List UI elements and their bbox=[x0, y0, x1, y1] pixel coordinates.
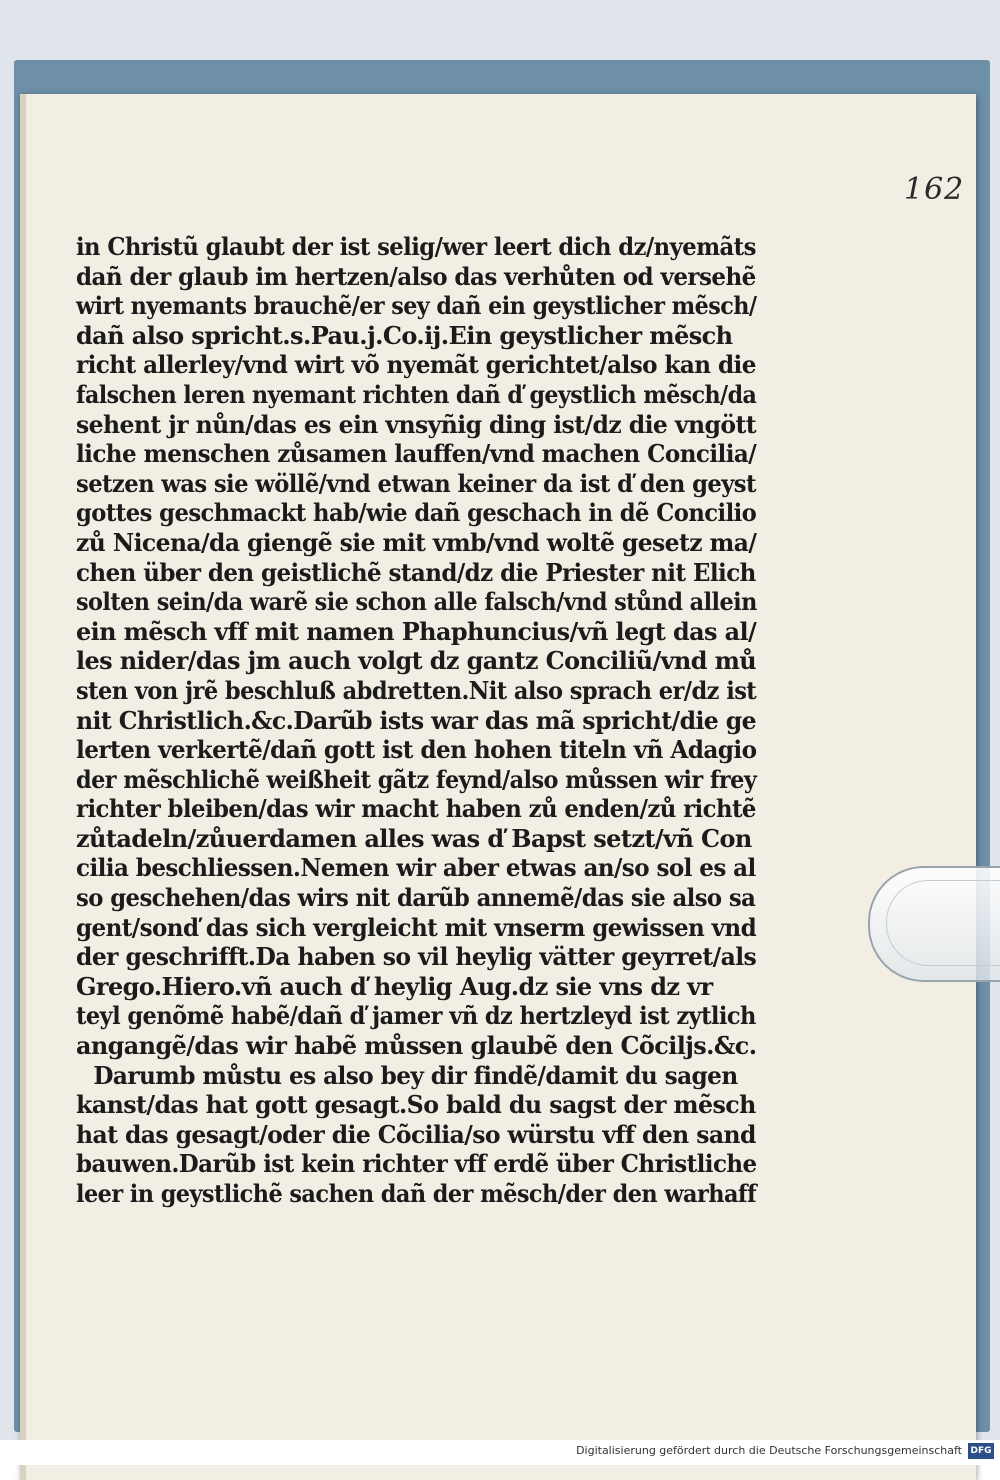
text-line: sten von jrẽ beschluß abdretten.Nit also sprach er/dz ist bbox=[76, 675, 757, 705]
text-line: in Christũ glaubt der ist selig/wer leert dich dz/nyemãts bbox=[76, 232, 756, 261]
backing-board bbox=[14, 60, 990, 1432]
text-line: dañ der glaub im hertzen/also das verhůten od versehẽ bbox=[76, 261, 756, 291]
text-line: les nider/das jm auch volgt dz gantz Conciliũ/vnd mů bbox=[76, 646, 757, 676]
text-line: angangẽ/das wir habẽ můssen glaubẽ den Cõciljs.&c. bbox=[76, 1031, 757, 1061]
text-line: bauwen.Darũb ist kein richter vff erdẽ über Christliche bbox=[76, 1149, 757, 1179]
text-line: richter bleiben/das wir macht haben zů enden/zů richtẽ bbox=[76, 794, 756, 824]
text-line: richt allerley/vnd wirt võ nyemãt gerichtet/also kan die bbox=[76, 350, 756, 380]
text-line: teyl genõmẽ habẽ/dañ ď jamer vñ dz hertzleyd ist zytlich bbox=[76, 1001, 756, 1031]
text-line: lerten verkertẽ/dañ gott ist den hohen titeln vñ Adagio bbox=[76, 735, 757, 765]
text-line: zů Nicena/da giengẽ sie mit vmb/vnd woltẽ gesetz ma/ bbox=[76, 527, 757, 557]
text-line: gottes geschmackt hab/wie dañ geschach in dẽ Concilio bbox=[76, 498, 757, 528]
text-line: solten sein/da warẽ sie schon alle falsch/vnd stůnd allein bbox=[76, 587, 757, 617]
text-line: Grego.Hiero.vñ auch ď heylig Aug.dz sie vns dz vr bbox=[76, 971, 713, 1001]
text-line: liche menschen zůsamen lauffen/vnd machen Concilia/ bbox=[76, 439, 757, 469]
text-line: hat das gesagt/oder die Cõcilia/so würstu vff den sand bbox=[76, 1119, 756, 1149]
text-line: dañ also spricht.s.Pau.j.Co.ij.Ein geystlicher mẽsch bbox=[76, 320, 733, 350]
page-clip bbox=[868, 866, 1000, 982]
text-line: der mẽschlichẽ weißheit gãtz feynd/also můssen wir frey bbox=[76, 764, 757, 794]
footer-bar bbox=[0, 1440, 1000, 1465]
text-line: wirt nyemants brauchẽ/er sey dañ ein geystlicher mẽsch/ bbox=[76, 291, 757, 321]
folio-number: 162 bbox=[904, 172, 965, 207]
text-line: cilia beschliessen.Nemen wir aber etwas an/so sol es al bbox=[76, 853, 756, 883]
text-block bbox=[76, 232, 756, 1209]
page-edge bbox=[20, 94, 26, 1480]
footer-credit: Digitalisierung gefördert durch die Deutsche Forschungsgemeinschaft bbox=[576, 1444, 962, 1457]
text-line: sehent jr nůn/das es ein vnsyñig ding ist/dz die vngött bbox=[76, 409, 757, 439]
dfg-logo: DFG bbox=[968, 1443, 994, 1459]
book-page bbox=[20, 94, 976, 1480]
text-line: ein mẽsch vff mit namen Phaphuncius/vñ legt das al/ bbox=[76, 616, 757, 646]
text-line: gent/sonď das sich vergleicht mit vnserm gewissen vnd bbox=[76, 912, 757, 942]
text-line: setzen was sie wöllẽ/vnd etwan keiner da ist ď den geyst bbox=[76, 468, 756, 498]
page-clip-inner bbox=[886, 880, 1000, 966]
text-line: zůtadeln/zůuerdamen alles was ď Bapst setzt/vñ Con bbox=[76, 823, 752, 853]
text-line: der geschrifft.Da haben so vil heylig vätter geyrret/als bbox=[76, 942, 757, 972]
text-line: leer in geystlichẽ sachen dañ der mẽsch/der den warhaff bbox=[76, 1179, 757, 1208]
text-line: kanst/das hat gott gesagt.So bald du sagst der mẽsch bbox=[76, 1090, 756, 1120]
text-line: chen über den geistlichẽ stand/dz die Priester nit Elich bbox=[76, 557, 756, 587]
text-line: Darumb můstu es also bey dir findẽ/damit du sagen bbox=[93, 1060, 738, 1090]
text-line: falschen leren nyemant richten dañ ď geystlich mẽsch/da bbox=[76, 379, 757, 409]
text-line: nit Christlich.&c.Darũb ists war das mã spricht/die ge bbox=[76, 705, 757, 735]
text-line: so geschehen/das wirs nit darũb annemẽ/das sie also sa bbox=[76, 883, 756, 913]
